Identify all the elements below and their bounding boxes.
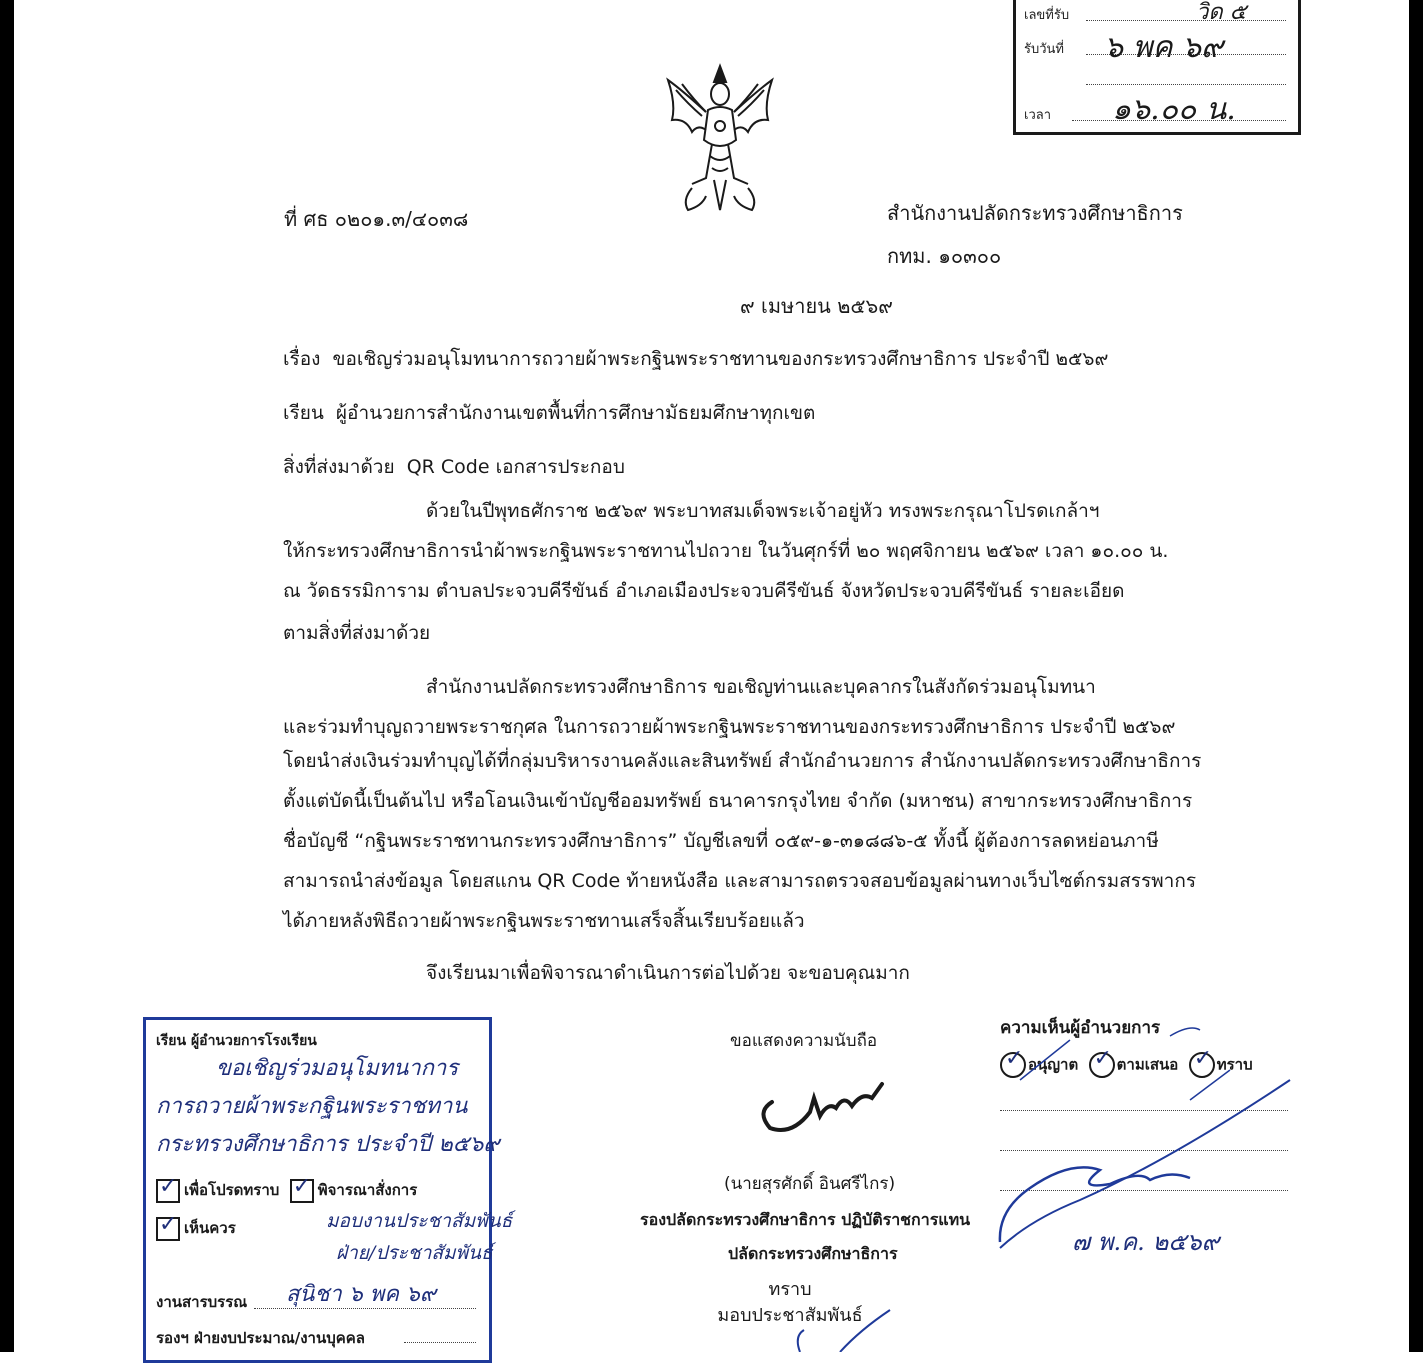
signer-position1: รองปลัดกระทรวงศึกษาธิการ ปฏิบัติราชการแทน bbox=[640, 1210, 971, 1229]
consider-checkbox[interactable] bbox=[290, 1179, 314, 1203]
opinion-checkbox[interactable] bbox=[156, 1217, 180, 1241]
stamp-time-label: เวลา bbox=[1024, 108, 1052, 123]
routing-deputy-label: รองฯ ฝ่ายงบประมาณ/งานบุคคล bbox=[156, 1329, 366, 1347]
routing-box bbox=[143, 1017, 513, 1363]
receipt-stamp bbox=[1013, 0, 1301, 135]
paragraph2-line2: และร่วมทำบุญถวายพระราชกุศล ในการถวายผ้าพระกฐินพระราชทานของกระทรวงศึกษาธิการ ประจำปี ๒๕๖๙ bbox=[283, 716, 1176, 738]
document-date: ๙ เมษายน ๒๕๖๙ bbox=[740, 294, 893, 318]
enclosure-line bbox=[283, 452, 625, 482]
signer-name: (นายสุรศักดิ์ อินศรีไกร) bbox=[724, 1174, 896, 1194]
closing-line: จึงเรียนมาเพื่อพิจารณาดำเนินการต่อไปด้วย จะขอบคุณมาก bbox=[426, 962, 910, 984]
routing-hand-assign2: ฝ่าย/ประชาสัมพันธ์ bbox=[336, 1242, 493, 1264]
director-opinion-title: ความเห็นผู้อำนวยการ bbox=[1000, 1018, 1161, 1038]
enclosure-label: สิ่งที่ส่งมาด้วย bbox=[283, 456, 395, 478]
routing-hand-assign1: มอบงานประชาสัมพันธ์ bbox=[326, 1210, 513, 1232]
stamp-date-value: ๖ พค ๖๙ bbox=[1104, 30, 1223, 65]
stamp-time-value: ๑๖.๐๐ น. bbox=[1112, 92, 1236, 127]
director-signature-scribble bbox=[990, 1020, 1310, 1250]
inform-label: เพื่อโปรดทราบ bbox=[184, 1181, 280, 1199]
signer-position2: ปลัดกระทรวงศึกษาธิการ bbox=[728, 1244, 898, 1263]
stamp-blank-line bbox=[1086, 84, 1286, 85]
routing-hand-saraban: สุนิชา ๖ พค ๖๙ bbox=[286, 1282, 436, 1307]
office-postcode: กทม. ๑๐๓๐๐ bbox=[887, 244, 1002, 268]
routing-to-label: เรียน ผู้อำนวยการโรงเรียน bbox=[156, 1033, 317, 1049]
stamp-number-value: วิด ๕ bbox=[1196, 0, 1247, 25]
paragraph2-line4: ตั้งแต่บัดนี้เป็นต้นไป หรือโอนเงินเข้าบัญชีออมทรัพย์ ธนาคารกรุงไทย จำกัด (มหาชน) สาขากระทรวงศึกษาธิการ bbox=[283, 790, 1193, 812]
routing-hand-line3: กระทรวงศึกษาธิการ ประจำปี ๒๕๖๙ bbox=[156, 1132, 500, 1157]
addressee-line bbox=[283, 398, 815, 428]
routing-options-row2 bbox=[156, 1216, 236, 1241]
bottom-note-line2: มอบประชาสัมพันธ์ bbox=[717, 1305, 863, 1326]
scan-border-left bbox=[0, 0, 14, 1352]
stamp-date-label: รับวันที่ bbox=[1024, 42, 1064, 57]
routing-hand-line1: ขอเชิญร่วมอนุโมทนาการ bbox=[216, 1056, 459, 1081]
stamp-number-label: เลขที่รับ bbox=[1024, 8, 1070, 23]
scan-border-right bbox=[1409, 0, 1423, 1352]
routing-deputy-line bbox=[404, 1342, 476, 1343]
paragraph2-line1: สำนักงานปลัดกระทรวงศึกษาธิการ ขอเชิญท่านและบุคลากรในสังกัดร่วมอนุโมทนา bbox=[426, 676, 1096, 698]
approve-label: อนุญาต bbox=[1028, 1055, 1079, 1074]
paragraph1-line1: ด้วยในปีพุทธศักราช ๒๕๖๙ พระบาทสมเด็จพระเจ้าอยู่หัว ทรงพระกรุณาโปรดเกล้าฯ bbox=[426, 500, 1100, 522]
inform-checkbox[interactable] bbox=[156, 1179, 180, 1203]
routing-saraban-label: งานสารบรรณ bbox=[156, 1293, 248, 1311]
subject-text: ขอเชิญร่วมอนุโมทนาการถวายผ้าพระกฐินพระราชทานของกระทรวงศึกษาธิการ ประจำปี ๒๕๖๙ bbox=[332, 348, 1109, 370]
document-number: ที่ ศธ ๐๒๐๑.๓/๔๐๓๘ bbox=[284, 207, 469, 231]
subject-label: เรื่อง bbox=[283, 348, 321, 370]
stamp-number-line bbox=[1086, 20, 1286, 21]
paragraph2-line3: โดยนำส่งเงินร่วมทำบุญได้ที่กลุ่มบริหารงานคลังและสินทรัพย์ สำนักอำนวยการ สำนักงานปลัดกระทรวงศึกษาธิการ bbox=[283, 750, 1202, 772]
consider-label: พิจารณาสั่งการ bbox=[317, 1181, 418, 1199]
enclosure-text: QR Code เอกสารประกอบ bbox=[406, 456, 625, 478]
regards-text: ขอแสดงความนับถือ bbox=[730, 1031, 878, 1051]
bottom-signature-scribble bbox=[780, 1300, 900, 1352]
paragraph2-line5: ชื่อบัญชี “กฐินพระราชทานกระทรวงศึกษาธิการ” บัญชีเลขที่ ๐๕๙-๑-๓๑๘๘๖-๕ ทั้งนี้ ผู้ต้องการลดหย่อนภาษี bbox=[283, 830, 1159, 852]
bottom-note-line1: ทราบ bbox=[768, 1279, 812, 1300]
ack-label: ทราบ bbox=[1216, 1055, 1253, 1074]
routing-options-row1 bbox=[156, 1178, 417, 1203]
subject-line bbox=[283, 344, 1108, 374]
opinion-label: เห็นควร bbox=[184, 1219, 236, 1237]
signature-scribble bbox=[752, 1072, 892, 1142]
director-hand-date: ๗ พ.ค. ๒๕๖๙ bbox=[1072, 1228, 1220, 1256]
paragraph2-line6: สามารถนำส่งข้อมูล โดยสแกน QR Code ท้ายหนังสือ และสามารถตรวจสอบข้อมูลผ่านทางเว็บไซต์กรมสรรพากร bbox=[283, 870, 1197, 892]
addressee-text: ผู้อำนวยการสำนักงานเขตพื้นที่การศึกษามัธยมศึกษาทุกเขต bbox=[335, 402, 816, 424]
paragraph1-line2: ให้กระทรวงศึกษาธิการนำผ้าพระกฐินพระราชทานไปถวาย ในวันศุกร์ที่ ๒๐ พฤศจิกายน ๒๕๖๙ เวลา ๑๐.๐๐ น. bbox=[283, 540, 1169, 562]
paragraph1-line3: ณ วัดธรรมิการาม ตำบลประจวบคีรีขันธ์ อำเภอเมืองประจวบคีรีขันธ์ จังหวัดประจวบคีรีขันธ์ รายละเอียด bbox=[283, 580, 1125, 602]
paragraph1-line4: ตามสิ่งที่ส่งมาด้วย bbox=[283, 622, 431, 644]
addressee-label: เรียน bbox=[283, 402, 324, 424]
routing-hand-line2: การถวายผ้าพระกฐินพระราชทาน bbox=[156, 1094, 468, 1119]
paragraph2-line7: ได้ภายหลังพิธีถวายผ้าพระกฐินพระราชทานเสร็จสิ้นเรียบร้อยแล้ว bbox=[283, 910, 805, 932]
garuda-emblem-icon bbox=[662, 60, 778, 220]
propose-label: ตามเสนอ bbox=[1116, 1055, 1179, 1074]
issuing-office: สำนักงานปลัดกระทรวงศึกษาธิการ bbox=[887, 201, 1183, 225]
